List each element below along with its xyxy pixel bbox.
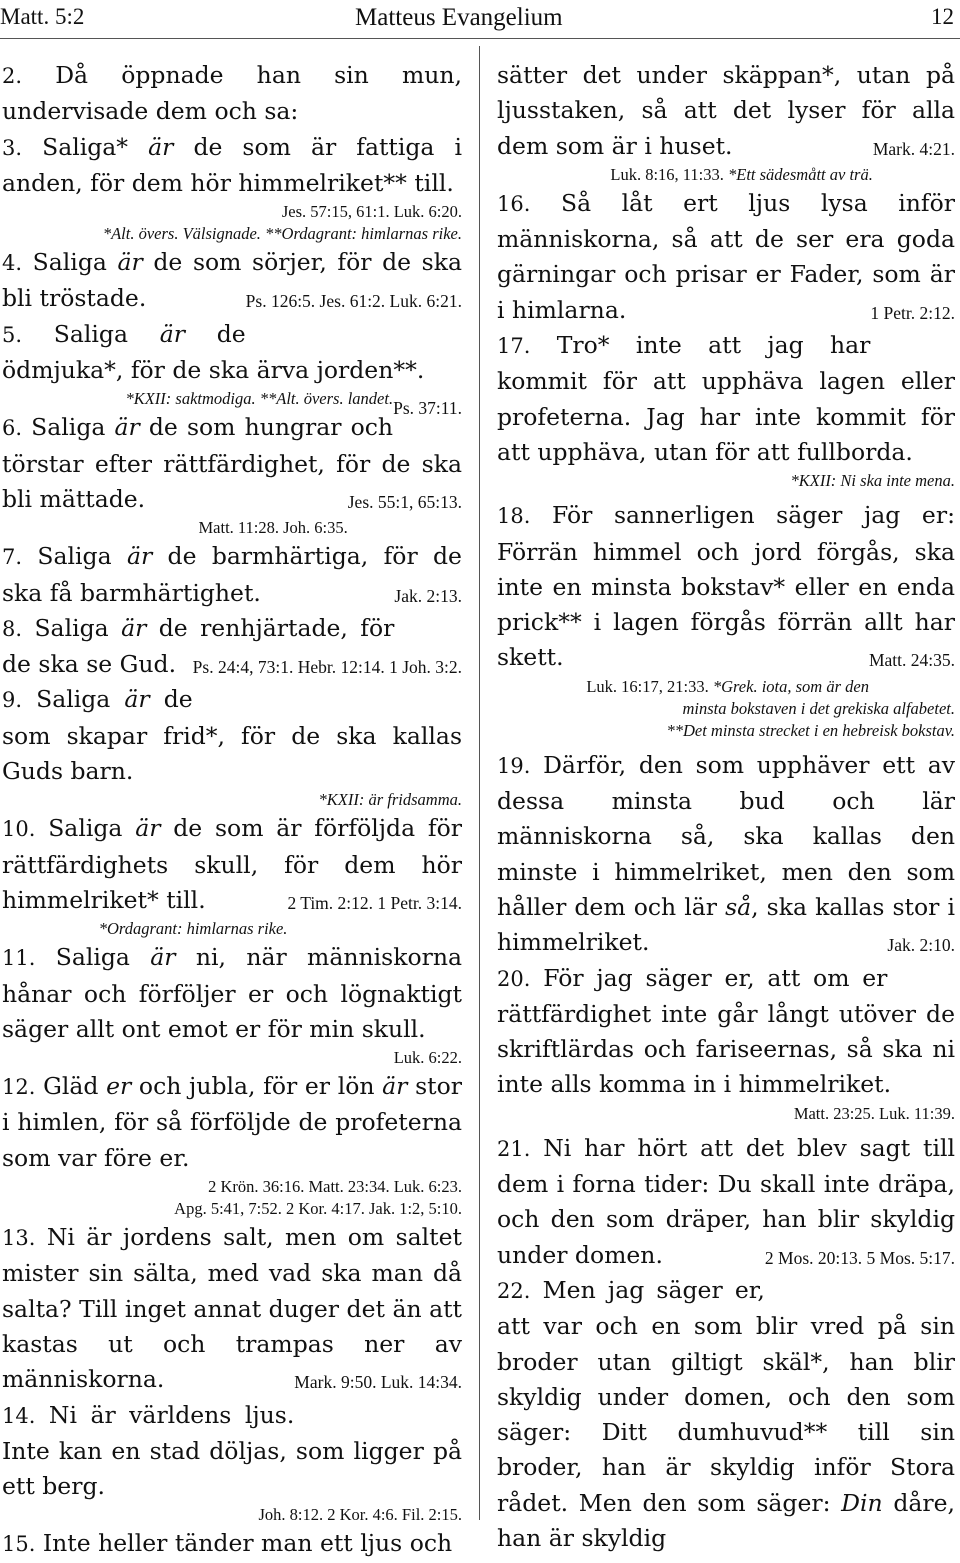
verse-7-reference: Jak. 2:13. [394, 585, 462, 606]
verse-22: 22. Men jag säger er, att var och en som blir vred på sin broder utan giltigt skäl*, han blir skyldig under domen, och den som säger: Ditt dumhuvud** till sin broder, han är skyldig inför Stora rådet. Men den som säger: Din dåre, han är skyldig [497, 1275, 955, 1552]
verse-15: 15. Inte heller tänder man ett ljus och [2, 1529, 453, 1558]
verse-4-reference: Ps. 126:5. Jes. 61:2. Luk. 6:21. [245, 291, 462, 312]
verse-21: 21. Ni har hört att det blev sagt till dem i forna tider: Du skall inte dräpa, och den som dräper, han blir skyldig under domen. 2 Mos. 20:13. 5 Mos. 5:17. [497, 1131, 955, 1273]
verse-15-continued: sätter det under skäppan*, utan på ljusstaken, så att det lyser för alla dem som är i huset. Mark. 4:21. [497, 58, 955, 164]
verse-17: 17. Tro* inte att jag har kommit för att upphäva lagen eller profeterna. Jag har inte kommit för att upphäva, utan för att fullborda. [497, 331, 955, 466]
verse-10-reference: 2 Tim. 2:12. 1 Petr. 3:14. [287, 892, 462, 913]
header-title: Matteus Evangelium [355, 4, 563, 31]
right-column [497, 58, 955, 1556]
header-reference: Matt. 5:2 [0, 4, 85, 29]
verse-12-reference-2: Apg. 5:41, 7:52. 2 Kor. 4:17. Jak. 1:2, 5:10. [174, 1199, 462, 1219]
verse-18-footnote-1: *Grek. iota, som är den [712, 676, 869, 696]
verse-10: 10. Saliga är de som är förföljda för rättfärdighets skull, för dem hör himmelriket* till. 2 Tim. 2:12. 1 Petr. 3:14. [2, 811, 462, 918]
verse-12-reference: 2 Krön. 36:16. Matt. 23:34. Luk. 6:23. [208, 1177, 462, 1197]
verse-18-footnote-3: **Det minsta strecket i en hebreisk bokstav. [666, 720, 955, 740]
verse-5-reference: Ps. 37:11. [393, 398, 462, 419]
verse-9-footnote: *KXII: är fridsamma. [318, 790, 462, 810]
verse-7: 7. Saliga är de barmhärtiga, för de ska få barmhärtighet. Jak. 2:13. [2, 539, 462, 611]
verse-11: 11. Saliga är ni, när människorna hånar och förföljer er och lögnaktigt säger allt ont emot er för min skull. [2, 943, 462, 1043]
verse-18: 18. För sannerligen säger jag er: Förrän himmel och jord förgås, ska inte en minsta bokstav* eller en enda prick** i lagen förgås förrän allt har skett. Matt. 24:35. [497, 498, 955, 675]
verse-16: 16. Så låt ert ljus lysa inför människorna, så att de ser era goda gärningar och prisar er Fader, som är i himlarna. 1 Petr. 2:12. [497, 186, 955, 328]
verse-3: 3. Saliga* är de som är fattiga i anden, för dem hör himmelriket** till. [2, 132, 462, 197]
verse-15-footnote: *Ett sädesmått av trä. [728, 164, 873, 184]
verse-9: 9. Saliga är de som skapar frid*, för de ska kallas Guds barn. [2, 685, 462, 786]
verse-3-reference: Jes. 57:15, 61:1. Luk. 6:20. [281, 202, 462, 222]
verse-14-reference: Joh. 8:12. 2 Kor. 4:6. Fil. 2:15. [258, 1505, 462, 1525]
verse-8-reference: Ps. 24:4, 73:1. Hebr. 12:14. 1 Joh. 3:2. [192, 657, 462, 678]
verse-13: 13. Ni är jordens salt, men om saltet mister sin sälta, med vad ska man då salta? Till inget annat duger det än att kastas ut och trampas ner av människorna. Mark. 9:50. Luk. 14:34. [2, 1220, 462, 1397]
page-number: 12 [931, 4, 954, 29]
verse-14: 14. Ni är världens ljus. Inte kan en stad döljas, som ligger på ett berg. [2, 1400, 462, 1501]
verse-15-reference-2: Luk. 8:16, 11:33. *Ett sädesmått av trä. [610, 164, 873, 184]
verse-21-reference: 2 Mos. 20:13. 5 Mos. 5:17. [764, 1247, 955, 1268]
page-header [0, 4, 960, 34]
verse-3-footnote: *Alt. övers. Välsignade. **Ordagrant: himlarnas rike. [102, 224, 462, 244]
verse-12: 12. Gläd er och jubla, för er lön är stor i himlen, för så förföljde de profeterna som var före er. [2, 1072, 462, 1172]
verse-18-footnote-2: minsta bokstaven i det grekiska alfabetet. [682, 698, 955, 718]
verse-6-reference-2: Matt. 11:28. Joh. 6:35. [198, 518, 348, 538]
verse-15-reference: Mark. 4:21. [872, 138, 955, 159]
verse-19-reference: Jak. 2:10. [887, 935, 955, 956]
verse-10-footnote: *Ordagrant: himlarnas rike. [98, 919, 288, 939]
header-rule [0, 38, 960, 39]
verse-17-footnote: *KXII: Ni ska inte mena. [790, 471, 955, 491]
verse-13-reference: Mark. 9:50. Luk. 14:34. [294, 1372, 462, 1393]
verse-20: 20. För jag säger er, att om er rättfärdighet inte går långt utöver de skriftlärdas och fariseernas, så ska ni inte alls komma in i himmelriket. [497, 963, 955, 1099]
left-column [2, 58, 462, 1563]
verse-19: 19. Därför, den som upphäver ett av dessa minsta bud och lär människorna så, ska kallas den minste i himmelriket, men den som håller dem och lär så, ska kallas stor i himmelriket. Jak. 2:10. [497, 748, 955, 961]
verse-5-footnote: *KXII: saktmodiga. **Alt. övers. landet. [125, 389, 394, 409]
verse-8: 8. Saliga är de renhjärtade, för de ska se Gud. Ps. 24:4, 73:1. Hebr. 12:14. 1 Joh. 3:2. [2, 611, 462, 683]
verse-18-reference-2: Luk. 16:17, 21:33. *Grek. iota, som är den [586, 676, 869, 696]
verse-11-reference: Luk. 6:22. [393, 1048, 462, 1068]
verse-4: 4. Saliga är de som sörjer, för de ska bli tröstade. Ps. 126:5. Jes. 61:2. Luk. 6:21. [2, 245, 462, 317]
verse-18-reference: Matt. 24:35. [868, 650, 955, 671]
verse-20-reference: Matt. 23:25. Luk. 11:39. [793, 1103, 955, 1123]
verse-5: 5. Saliga är de ödmjuka*, för de ska ärva jorden**. Ps. 37:11. [2, 317, 462, 389]
verse-6-reference: Jes. 55:1, 65:13. [347, 491, 462, 512]
verse-16-reference: 1 Petr. 2:12. [870, 302, 955, 323]
verse-6: 6. Saliga är de som hungrar och törstar efter rättfärdighet, för de ska bli mättade. Jes. 55:1, 65:13. [2, 410, 462, 517]
column-divider [479, 46, 480, 1520]
verse-2: 2. Då öppnade han sin mun, undervisade dem och sa: [2, 61, 462, 126]
